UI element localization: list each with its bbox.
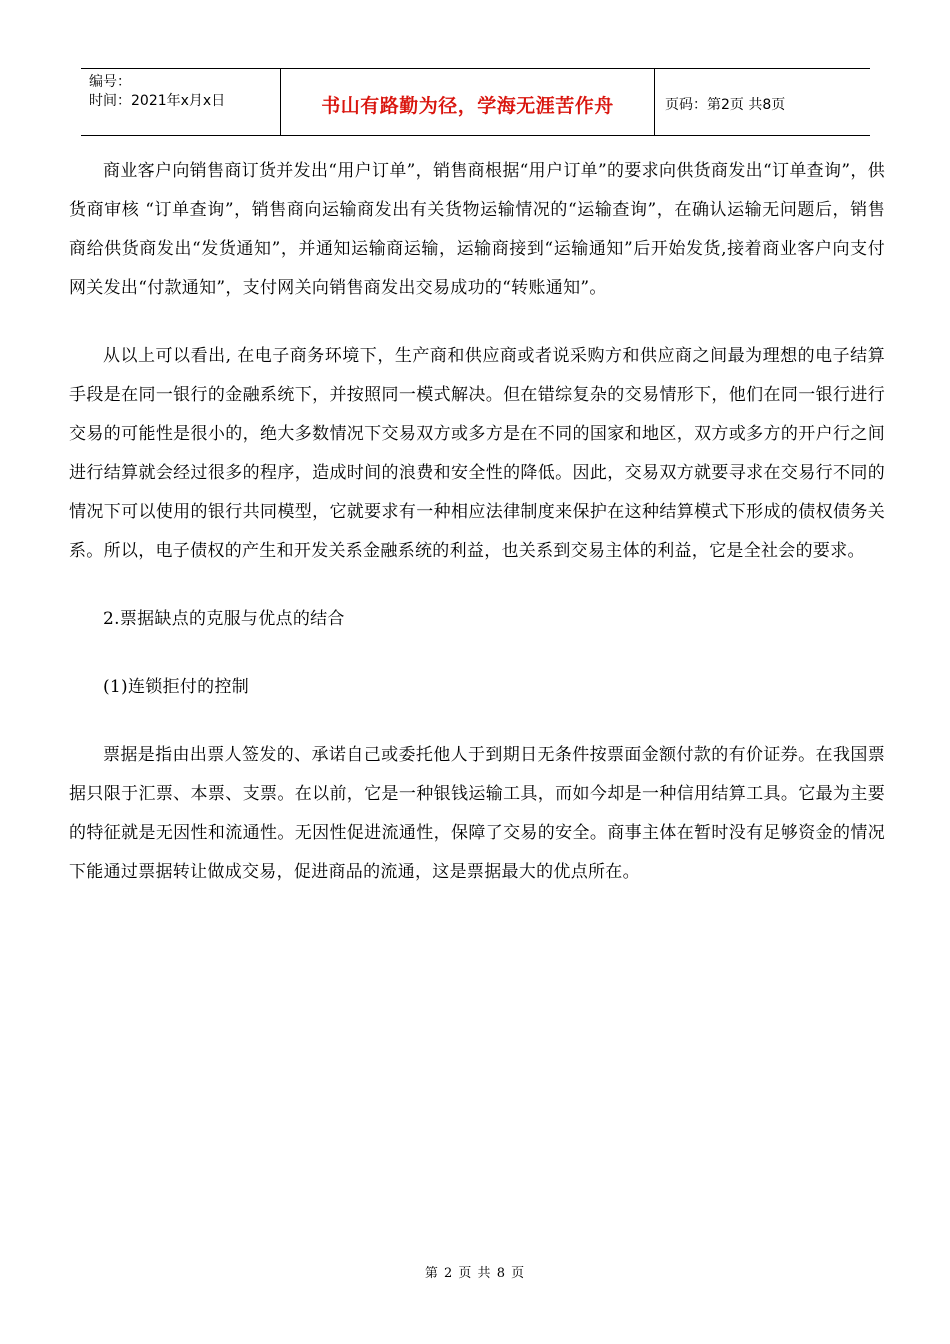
page-footer: 第 2 页 共 8 页 xyxy=(424,1266,526,1281)
paragraph-order-flow: 商业客户向销售商订货并发出“用户订单”，销售商根据“用户订单”的要求向供货商发出“订单查询”，供货商审核 “订单查询”，销售商向运输商发出有关货物运输情况的“运输查询”，在确认运输无问题后，销售商给供货商发出“发货通知”，并通知运输商运输，运输商接到“运输通知”后开始发货,接着商业客户向支付网关发出“付款通知”，支付网关向销售商发出交易成功的“转账通知”。 xyxy=(69,161,885,298)
document-body xyxy=(69,152,885,921)
document-number: 编号： xyxy=(89,74,131,90)
header-motto: 书山有路勤为径，学海无涯苦作舟 xyxy=(281,69,655,135)
header-meta xyxy=(81,69,281,135)
subsection-heading: (1)连锁拒付的控制 xyxy=(103,677,250,697)
paragraph-settlement: 从以上可以看出, 在电子商务环境下，生产商和供应商或者说采购方和供应商之间最为理想的电子结算手段是在同一银行的金融系统下，并按照同一模式解决。但在错综复杂的交易情形下，他们在同一银行进行交易的可能性是很小的，绝大多数情况下交易双方或多方是在不同的国家和地区，双方或多方的开户行之间进行结算就会经过很多的程序，造成时间的浪费和安全性的降低。因此，交易双方就要寻求在交易行不同的情况下可以使用的银行共同模型，它就要求有一种相应法律制度来保护在这种结算模式下形成的债权债务关系。所以，电子债权的产生和开发关系金融系统的利益，也关系到交易主体的利益，它是全社会的要求。 xyxy=(69,346,885,561)
document-header xyxy=(81,68,870,136)
paragraph-bill-definition: 票据是指由出票人签发的、承诺自己或委托他人于到期日无条件按票面金额付款的有价证券。在我国票据只限于汇票、本票、支票。在以前，它是一种银钱运输工具，而如今却是一种信用结算工具。它最为主要的特征就是无因性和流通性。无因性促进流通性，保障了交易的安全。商事主体在暂时没有足够资金的情况下能通过票据转让做成交易，促进商品的流通，这是票据最大的优点所在。 xyxy=(69,745,885,882)
header-page-code: 页码：第2页 共8页 xyxy=(665,97,786,113)
document-date: 时间：2021年x月x日 xyxy=(89,93,226,109)
section-heading: 2.票据缺点的克服与优点的结合 xyxy=(103,609,345,629)
